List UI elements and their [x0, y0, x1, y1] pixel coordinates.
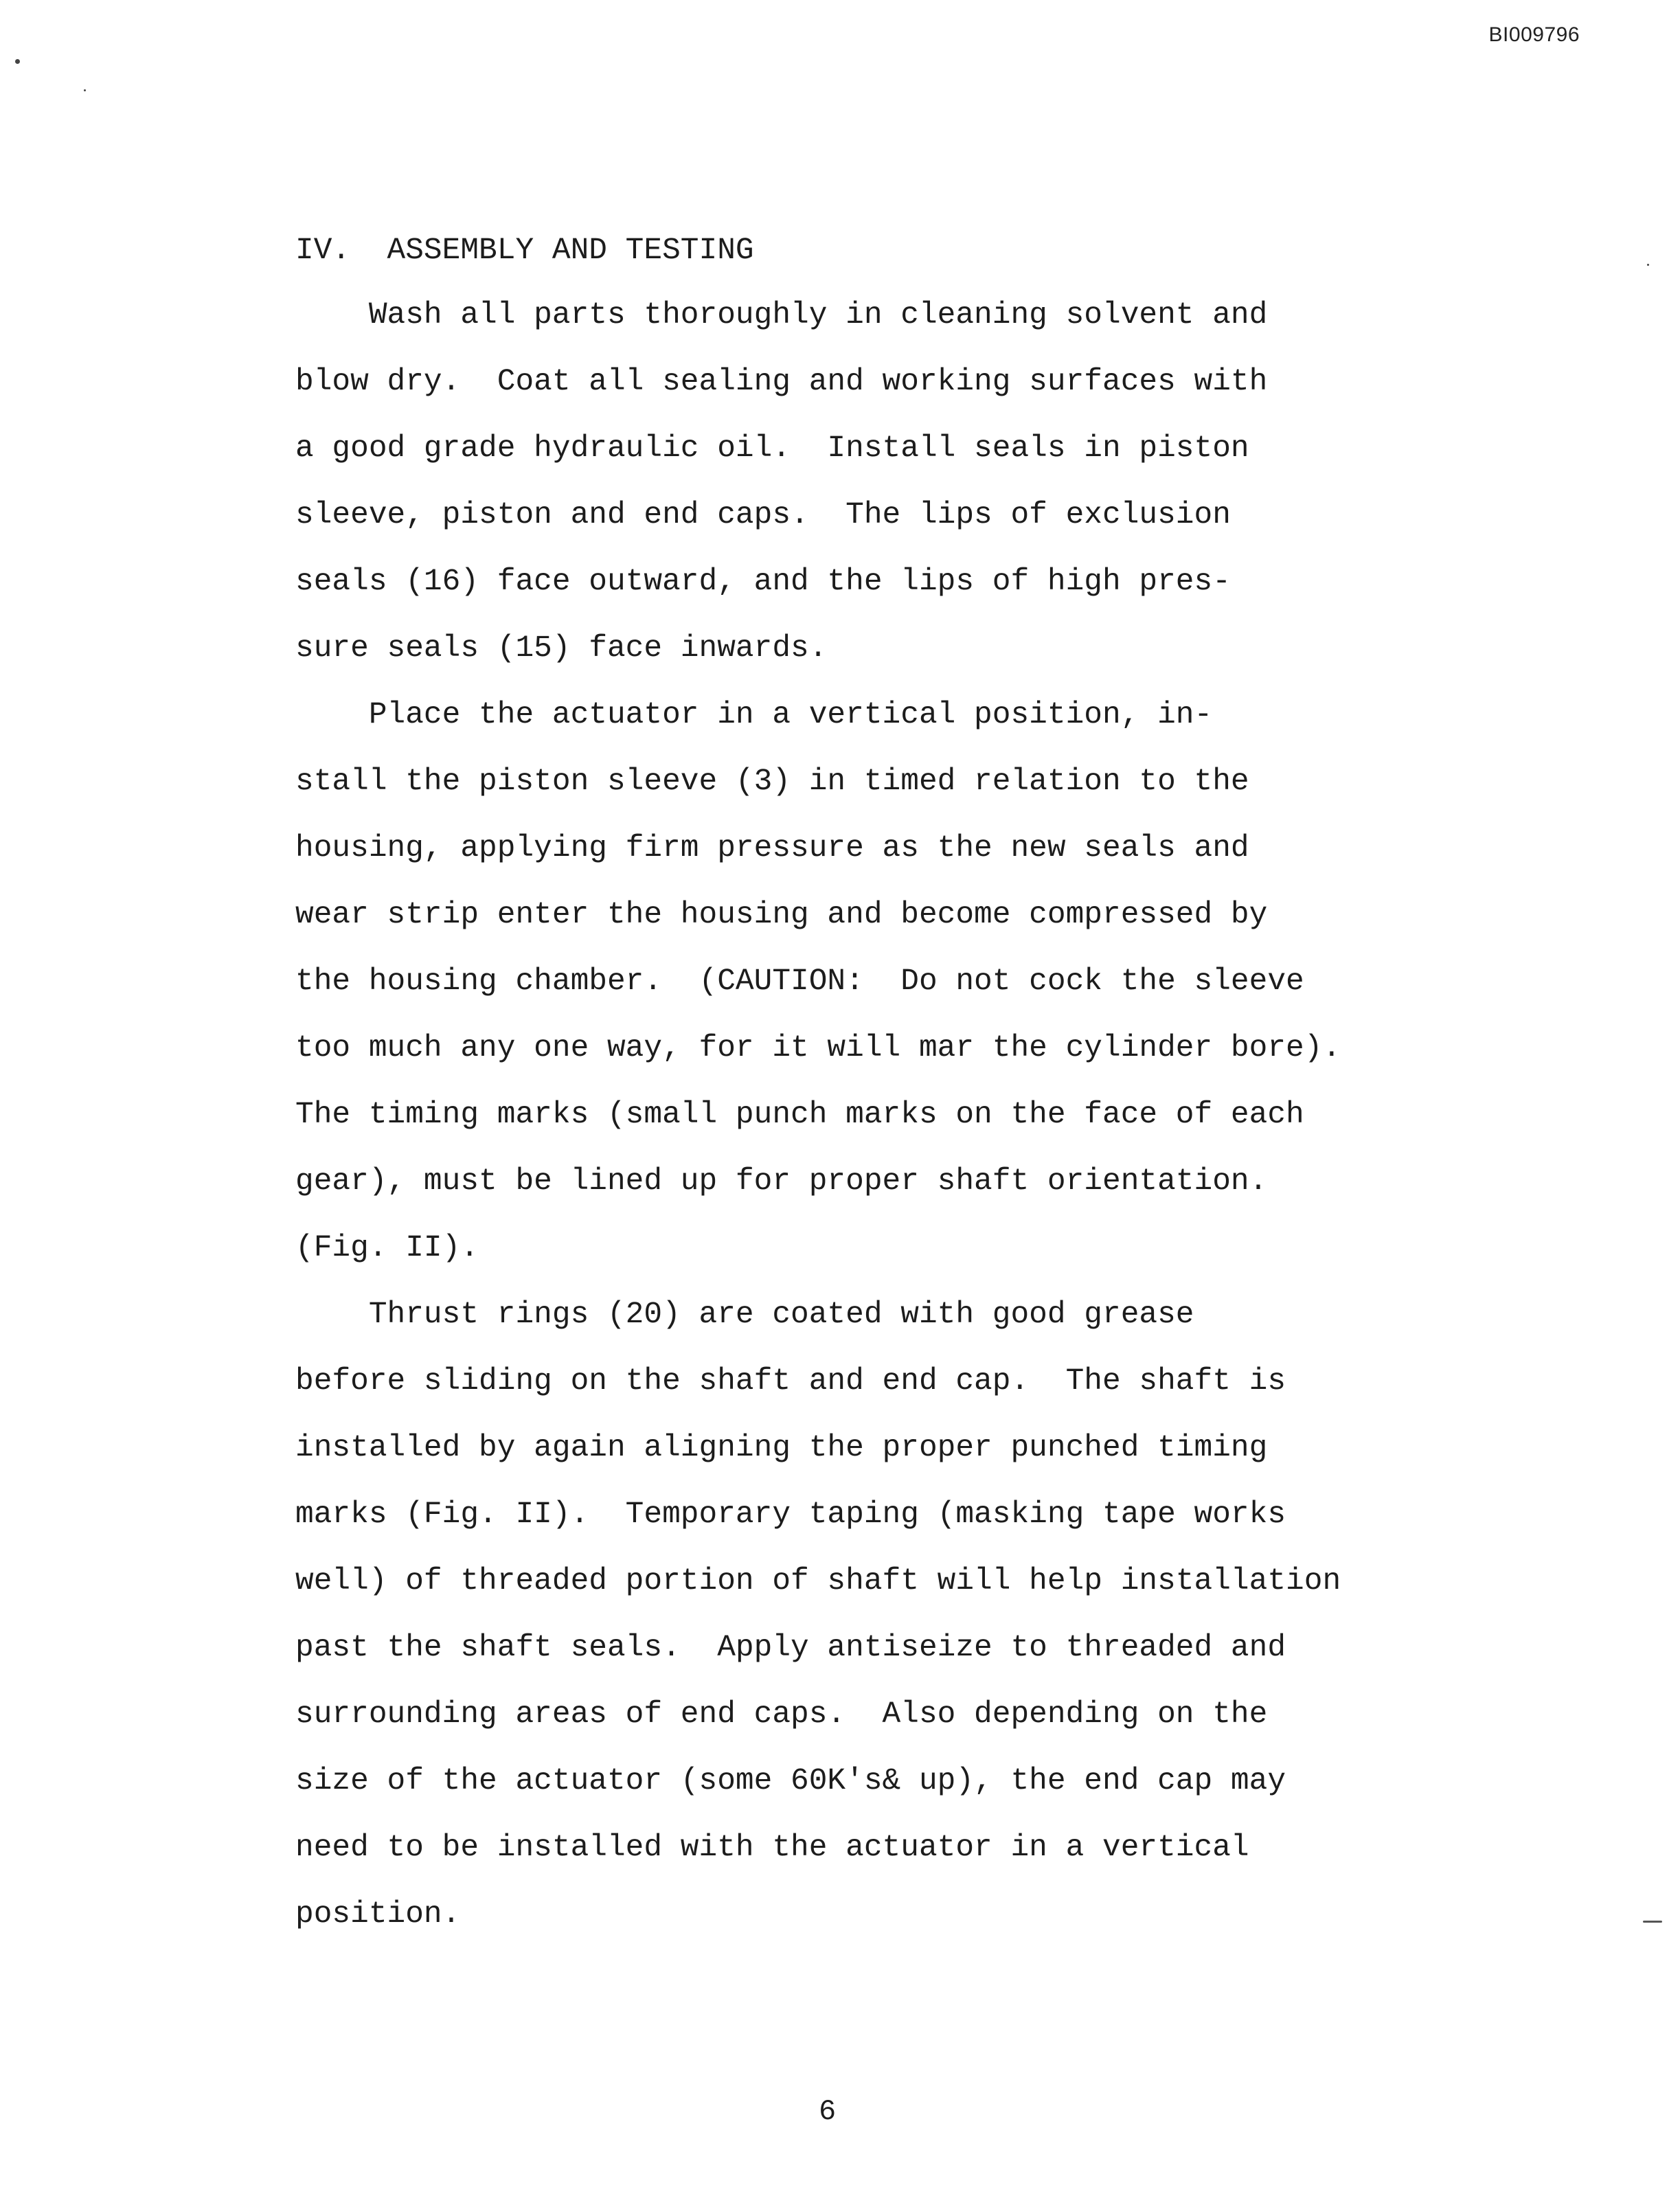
body-line: sure seals (15) face inwards.: [295, 631, 828, 666]
scan-speck: [15, 59, 20, 64]
body-line: well) of threaded portion of shaft will help installation: [295, 1564, 1341, 1598]
body-line: stall the piston sleeve (3) in timed relation to the: [295, 765, 1249, 799]
body-line: installed by again aligning the proper punched timing: [295, 1431, 1268, 1465]
body-line: the housing chamber. (CAUTION: Do not cock the sleeve: [295, 964, 1304, 999]
body-line: Thrust rings (20) are coated with good grease: [295, 1298, 1194, 1332]
body-line: seals (16) face outward, and the lips of high pres-: [295, 565, 1231, 599]
scan-speck: [1647, 264, 1649, 266]
page-number: 6: [819, 2095, 837, 2128]
body-line: (Fig. II).: [295, 1231, 479, 1265]
body-line: sleeve, piston and end caps. The lips of exclusion: [295, 498, 1231, 532]
body-line: position.: [295, 1897, 461, 1932]
document-id: BI009796: [1488, 23, 1580, 46]
body-line: surrounding areas of end caps. Also depending on the: [295, 1697, 1268, 1732]
body-line: before sliding on the shaft and end cap. The shaft is: [295, 1364, 1286, 1399]
body-line: housing, applying firm pressure as the new seals and: [295, 831, 1249, 866]
body-line: too much any one way, for it will mar the cylinder bore).: [295, 1031, 1341, 1065]
body-line: size of the actuator (some 60K's& up), the end cap may: [295, 1764, 1286, 1798]
body-line: gear), must be lined up for proper shaft orientation.: [295, 1164, 1268, 1199]
scan-speck: [84, 89, 86, 91]
section-heading: IV. ASSEMBLY AND TESTING: [295, 234, 754, 268]
body-line: The timing marks (small punch marks on the face of each: [295, 1098, 1304, 1132]
body-line: blow dry. Coat all sealing and working surfaces with: [295, 365, 1268, 399]
body-line: past the shaft seals. Apply antiseize to threaded and: [295, 1631, 1286, 1665]
body-line: Place the actuator in a vertical position, in-: [295, 698, 1213, 732]
body-line: marks (Fig. II). Temporary taping (masking tape works: [295, 1497, 1286, 1532]
scan-speck: [1643, 1921, 1662, 1923]
body-line: Wash all parts thoroughly in cleaning solvent and: [295, 298, 1268, 332]
body-line: wear strip enter the housing and become compressed by: [295, 898, 1268, 932]
body-line: need to be installed with the actuator in a vertical: [295, 1831, 1249, 1865]
body-line: a good grade hydraulic oil. Install seals in piston: [295, 431, 1249, 466]
